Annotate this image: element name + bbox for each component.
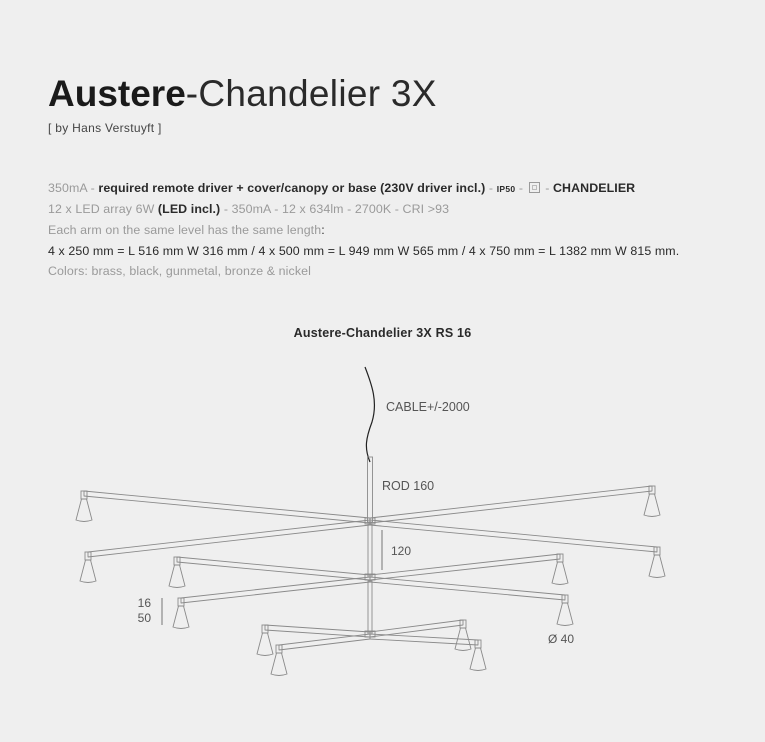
shade-l2-back-right-cone — [552, 562, 568, 585]
suspension-cable — [365, 367, 374, 462]
arm-l1-front-left — [88, 520, 370, 557]
spec-line-colors: Colors: brass, black, gunmetal, bronze & nickel — [48, 264, 311, 278]
dimension-lines — [162, 530, 382, 625]
spec-arms-colon: : — [321, 223, 325, 237]
arm-l2-back-left — [177, 557, 370, 580]
shade-l2-front-left-cone — [173, 606, 189, 629]
shade-l3-front-left-cone — [271, 653, 287, 676]
spec-sep: - — [485, 181, 497, 195]
spec-sep: - — [515, 181, 527, 195]
spec-driver: required remote driver + cover/canopy or base (230V driver incl.) — [98, 181, 486, 195]
shade-l1-front-left-cone — [80, 560, 96, 583]
shade-l1-back-right-cone — [644, 494, 660, 517]
chandelier-structure — [76, 367, 665, 676]
shade-height-label: 50 — [137, 611, 151, 625]
spec-led-incl: (LED incl.) — [157, 202, 221, 216]
product-title-rest: -Chandelier 3X — [185, 73, 437, 114]
arm-l1-front-right — [370, 520, 657, 552]
spec-arms-text: Each arm on the same level has the same length — [48, 223, 322, 237]
product-title-bold: Austere — [48, 73, 186, 114]
spec-current: 350mA - — [48, 181, 99, 195]
spec-led-prefix: 12 x LED array 6W — [48, 202, 158, 216]
center-stem-lower — [368, 581, 372, 634]
shade-diameter-label: Ø 40 — [548, 632, 575, 646]
shade-l2-front-right-cone — [557, 603, 573, 626]
arm-l2-front-right — [370, 577, 565, 600]
ip-rating: IP50 — [496, 184, 516, 194]
arm-l3-back-left — [265, 625, 370, 637]
cable-label: CABLE+/-2000 — [386, 400, 470, 414]
arm-l3-front-right — [370, 634, 478, 645]
suspension-rod — [368, 457, 373, 522]
shade-l1-back-left-cone — [76, 499, 92, 522]
rod-label: ROD 160 — [382, 479, 435, 493]
spec-type: CHANDELIER — [553, 181, 636, 195]
spec-led-rest: - 350mA - 12 x 634lm - 2700K - CRI >93 — [220, 202, 450, 216]
center-stem-upper — [368, 525, 372, 577]
shade-l1-front-right-cone — [649, 555, 665, 578]
designer-credit: [ by Hans Verstuyft ] — [48, 121, 162, 135]
shade-l2-back-left-cone — [169, 565, 185, 588]
spec-sep: - — [541, 181, 553, 195]
spacing-label: 120 — [391, 544, 412, 558]
spec-line-dimensions: 4 x 250 mm = L 516 mm W 316 mm / 4 x 500 mm = L 949 mm W 565 mm / 4 x 750 mm = L 1382 mm W 815 mm. — [48, 244, 680, 258]
arm-thickness-label: 16 — [137, 596, 151, 610]
shade-l3-back-left-cone — [257, 633, 273, 656]
shade-l3-front-right-cone — [470, 648, 486, 671]
arm-l1-back-left — [84, 491, 370, 523]
diagram-title: Austere-Chandelier 3X RS 16 — [293, 326, 472, 340]
arm-l2-front-left — [181, 577, 370, 603]
